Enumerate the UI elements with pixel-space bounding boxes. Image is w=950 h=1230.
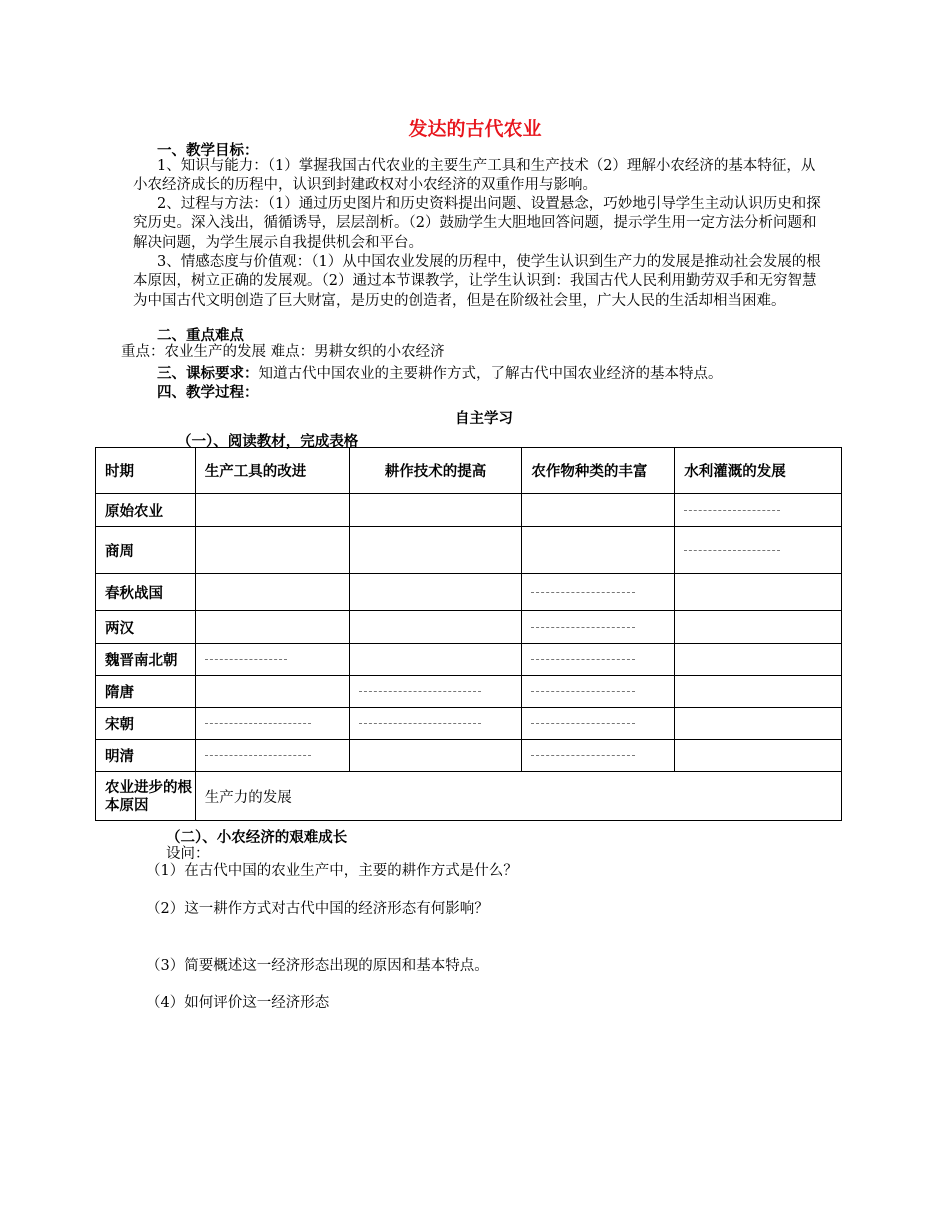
row-label: 商周	[96, 527, 196, 574]
curriculum-requirement: 知道古代中国农业的主要耕作方式，了解古代中国农业经济的基本特点。	[258, 366, 723, 382]
blank-dash	[684, 550, 780, 551]
question-2: （2）这一耕作方式对古代中国的经济形态有何影响？	[146, 901, 489, 917]
table-cell	[522, 574, 675, 611]
header-tools: 生产工具的改进	[195, 448, 349, 494]
table-cell	[522, 611, 675, 644]
question-intro: 设问：	[166, 846, 210, 862]
row-label: 宋朝	[96, 708, 196, 740]
table-row	[96, 494, 842, 527]
question-1: （1）在古代中国的农业生产中，主要的耕作方式是什么？	[146, 863, 518, 879]
table-cell[interactable]	[349, 574, 522, 611]
summary-value: 生产力的发展	[195, 772, 841, 821]
table-cell[interactable]	[522, 494, 675, 527]
row-label: 魏晋南北朝	[96, 644, 196, 676]
header-crops: 农作物种类的丰富	[522, 448, 675, 494]
table-cell	[349, 676, 522, 708]
blank-dash	[531, 627, 635, 628]
objective-knowledge: 1、知识与能力：（1）掌握我国古代农业的主要生产工具和生产技术（2）理解小农经济的基本特征，从小农经济成长的历程中，认识到封建政权对小农经济的双重作用与影响。	[133, 158, 816, 194]
table-cell[interactable]	[349, 740, 522, 772]
table-row	[96, 708, 842, 740]
self-study-heading: 自主学习	[455, 410, 513, 427]
objective-attitude: 3、情感态度与价值观：（1）从中国农业发展的历程中，使学生认识到生产力的发展是推动社会发展的根本原因，树立正确的发展观。（2）通过本节课教学，让学生认识到：我国古代人民利用勤劳双手和无穷智慧为中国古代文明创造了巨大财富，是历史的创造者，但是在阶级社会里，广大人民的生活却相当困难。	[133, 254, 821, 309]
part-2-heading: （二）、小农经济的艰难成长	[166, 829, 348, 846]
table-row	[96, 611, 842, 644]
table-cell	[195, 708, 349, 740]
blank-dash	[531, 691, 635, 692]
blank-dash	[531, 723, 635, 724]
table-cell[interactable]	[675, 611, 842, 644]
table-cell	[675, 527, 842, 574]
row-label: 两汉	[96, 611, 196, 644]
table-cell[interactable]	[349, 494, 522, 527]
table-row	[96, 740, 842, 772]
table-cell	[522, 740, 675, 772]
question-3: （3）简要概述这一经济形态出现的原因和基本特点。	[146, 958, 489, 974]
row-label-summary: 农业进步的根本原因	[96, 772, 196, 821]
table-row-summary	[96, 772, 842, 821]
table-cell[interactable]	[195, 527, 349, 574]
blank-dash	[684, 510, 780, 511]
table-cell[interactable]	[675, 740, 842, 772]
table-cell	[349, 708, 522, 740]
table-cell[interactable]	[675, 708, 842, 740]
table-cell[interactable]	[195, 611, 349, 644]
blank-dash	[359, 691, 481, 692]
table-cell[interactable]	[195, 676, 349, 708]
blank-dash	[531, 592, 635, 593]
blank-dash	[531, 755, 635, 756]
table-cell[interactable]	[675, 574, 842, 611]
table-header-row	[96, 448, 842, 494]
table-cell	[195, 644, 349, 676]
table-cell[interactable]	[522, 527, 675, 574]
table-cell	[675, 494, 842, 527]
table-cell[interactable]	[349, 527, 522, 574]
table-cell[interactable]	[349, 644, 522, 676]
blank-dash	[205, 723, 311, 724]
objective-process: 2、过程与方法：（1）通过历史图片和历史资料提出问题、设置悬念，巧妙地引导学生主动认识历史和探究历史。深入浅出，循循诱导，层层剖析。（2）鼓励学生大胆地回答问题，提示学生用一定方法分析问题和解决问题，为学生展示自我提供机会和平台。	[133, 196, 821, 251]
table-cell[interactable]	[195, 574, 349, 611]
section-3-heading: 三、课标要求：	[157, 365, 259, 382]
table-caption: （一）、阅读教材，完成表格	[177, 433, 359, 450]
table-cell	[522, 676, 675, 708]
table-row	[96, 676, 842, 708]
blank-dash	[359, 723, 481, 724]
table-row	[96, 574, 842, 611]
section-4-heading: 四、教学过程：	[157, 384, 259, 401]
header-techniques: 耕作技术的提高	[349, 448, 522, 494]
table-cell	[522, 708, 675, 740]
table-row	[96, 644, 842, 676]
row-label: 春秋战国	[96, 574, 196, 611]
key-points: 重点：农业生产的发展 难点：男耕女织的小农经济	[121, 344, 445, 360]
header-period: 时期	[96, 448, 196, 494]
section-1-heading: 一、教学目标：	[157, 142, 259, 159]
row-label: 原始农业	[96, 494, 196, 527]
blank-dash	[205, 659, 287, 660]
question-4: （4）如何评价这一经济形态	[146, 995, 330, 1011]
table-row	[96, 527, 842, 574]
section-2-heading: 二、重点难点	[157, 327, 244, 344]
table-cell	[195, 740, 349, 772]
row-label: 明清	[96, 740, 196, 772]
table-cell[interactable]	[675, 676, 842, 708]
blank-dash	[531, 659, 635, 660]
agriculture-table	[95, 447, 842, 821]
table-cell[interactable]	[195, 494, 349, 527]
header-irrigation: 水利灌溉的发展	[675, 448, 842, 494]
table-cell[interactable]	[349, 611, 522, 644]
section-3-line	[157, 362, 723, 383]
table-cell	[522, 644, 675, 676]
page-title: 发达的古代农业	[408, 118, 542, 140]
blank-dash	[205, 755, 311, 756]
row-label: 隋唐	[96, 676, 196, 708]
table-cell[interactable]	[675, 644, 842, 676]
